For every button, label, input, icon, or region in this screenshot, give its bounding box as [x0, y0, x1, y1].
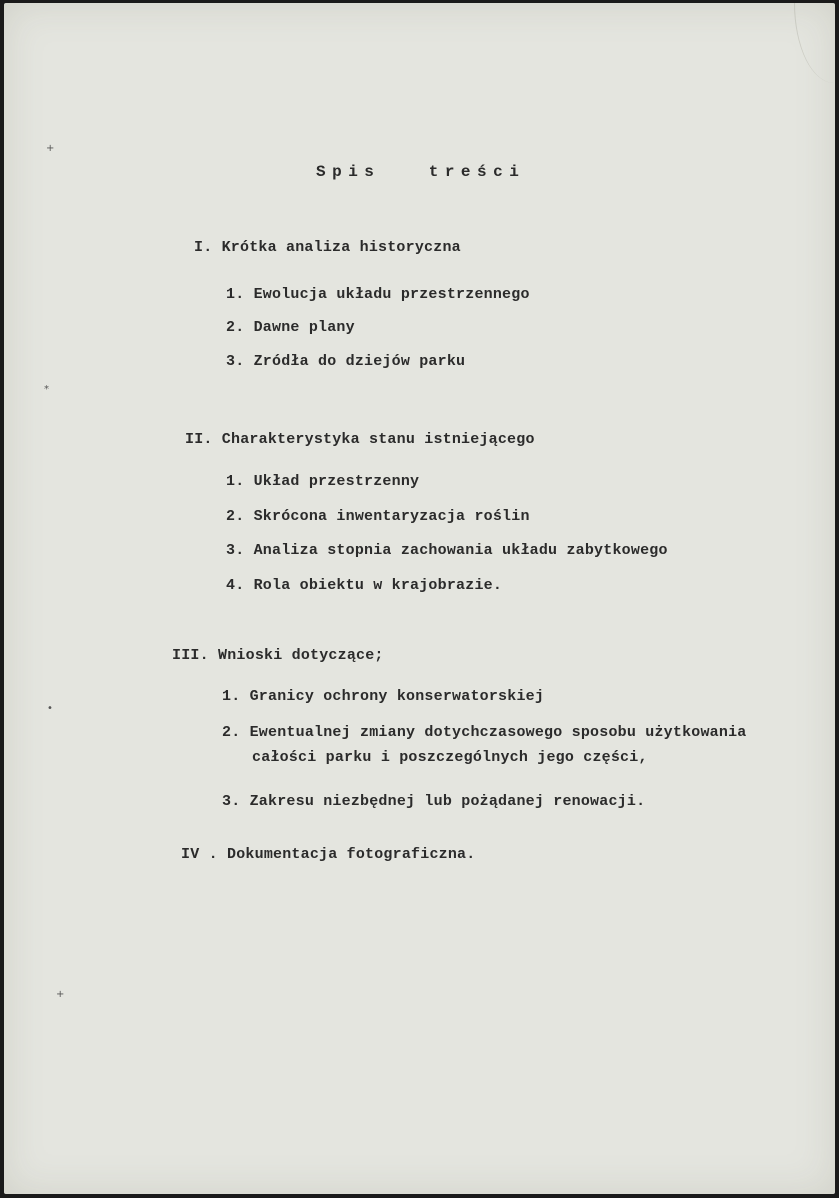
punch-mark: •	[47, 703, 53, 714]
section-3-item-3: 3. Zakresu niezbędnej lub pożądanej renowacji.	[222, 793, 646, 810]
section-2-item-1: 1. Układ przestrzenny	[226, 473, 420, 490]
section-2-item-4: 4. Rola obiektu w krajobrazie.	[226, 577, 503, 594]
section-3-item-1: 1. Granicy ochrony konserwatorskiej	[222, 688, 545, 705]
page-corner-fold	[794, 3, 835, 83]
section-heading-1: I. Krótka analiza historyczna	[194, 239, 461, 256]
section-heading-2: II. Charakterystyka stanu istniejącego	[185, 431, 535, 448]
section-1-item-2: 2. Dawne plany	[226, 319, 355, 336]
punch-mark: *	[44, 384, 49, 395]
section-2-item-3: 3. Analiza stopnia zachowania układu zabytkowego	[226, 542, 668, 559]
document-page	[4, 3, 835, 1194]
section-3-item-2: 2. Ewentualnej zmiany dotychczasowego sposobu użytkowania	[222, 724, 747, 741]
section-2-item-2: 2. Skrócona inwentaryzacja roślin	[226, 508, 530, 525]
punch-mark: +	[56, 989, 65, 1000]
section-1-item-3: 3. Zródła do dziejów parku	[226, 353, 466, 370]
page-title: Spis treści	[316, 163, 526, 181]
punch-mark: +	[46, 143, 55, 154]
section-1-item-1: 1. Ewolucja układu przestrzennego	[226, 286, 530, 303]
section-3-item-2-continuation: całości parku i poszczególnych jego części,	[252, 749, 648, 766]
section-heading-3: III. Wnioski dotyczące;	[172, 647, 384, 664]
section-heading-4: IV . Dokumentacja fotograficzna.	[181, 846, 476, 863]
